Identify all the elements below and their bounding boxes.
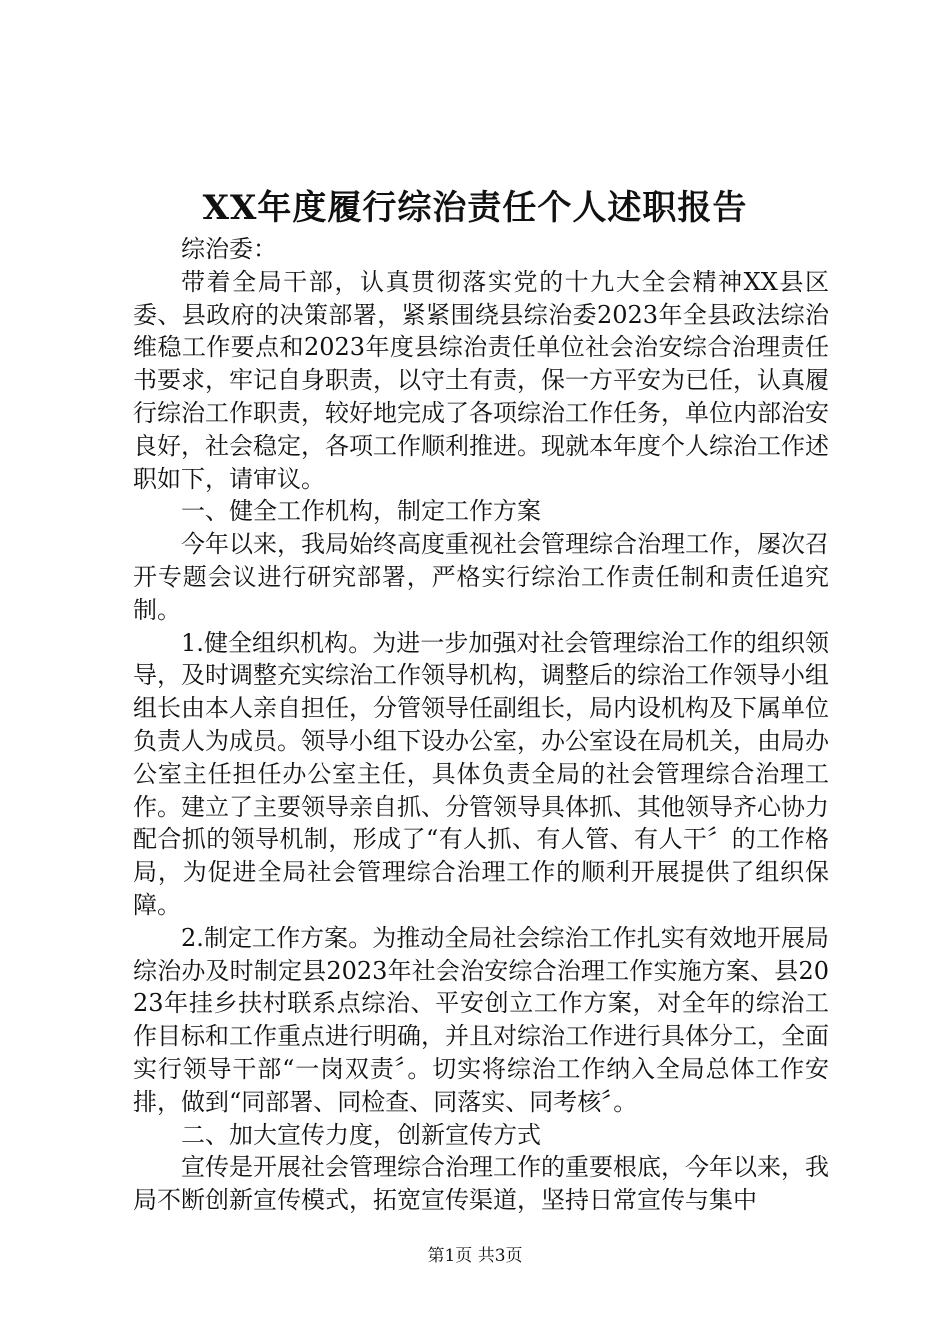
item-2-paragraph: 2.制定工作方案。为推动全局社会综治工作扎实有效地开展局综治办及时制定县2023年社会治安综合治理工作实施方案、县2023年挂乡扶村联系点综治、平安创立工作方案，对全年的综治工作目标和工作重点进行明确，并且对综治工作进行具体分工，全面实行领导干部“一岗双责〞。切实将综治工作纳入全局总体工作安排，做到“同部署、同检查、同落实、同考核〞。 [133,923,829,1116]
document-title: XX年度履行综治责任个人述职报告 [202,188,748,228]
item-1-paragraph: 1.健全组织机构。为进一步加强对社会管理综治工作的组织领导，及时调整充实综治工作领导机构，调整后的综治工作领导小组组长由本人亲自担任，分管领导任副组长，局内设机构及下属单位负责人为成员。领导小组下设办公室，办公室设在局机关，由局办公室主任担任办公室主任，具体负责全局的社会管理综合治理工作。建立了主要领导亲自抓、分管领导具体抓、其他领导齐心协力配合抓的领导机制，形成了“有人抓、有人管、有人干〞的工作格局，为促进全局社会管理综合治理工作的顺利开展提供了组织保障。 [133,628,829,919]
section-heading-1: 一、健全工作机构，制定工作方案 [181,497,541,526]
page-footer: 第1页 共3页 [427,1246,523,1266]
document-body [133,233,829,1217]
section-heading-2: 二、加大宣传力度，创新宣传方式 [181,1120,541,1149]
section-2-paragraph: 宣传是开展社会管理综合治理工作的重要根底，今年以来，我局不断创新宣传模式，拓宽宣传渠道，坚持日常宣传与集中 [133,1153,829,1215]
intro-paragraph: 带着全局干部，认真贯彻落实党的十九大全会精神XX县区委、县政府的决策部署，紧紧围绕县综治委2023年全县政法综治维稳工作要点和2023年度县综治责任单位社会治安综合治理责任书要求，牢记自身职责，以守土有责，保一方平安为已任，认真履行综治工作职责，较好地完成了各项综治工作任务，单位内部治安良好，社会稳定，各项工作顺利推进。现就本年度个人综治工作述职如下，请审议。 [133,267,829,493]
salutation: 综治委： [181,235,277,263]
section-1-paragraph: 今年以来，我局始终高度重视社会管理综合治理工作，屡次召开专题会议进行研究部署，严格实行综治工作责任制和责任追究制。 [133,530,829,624]
